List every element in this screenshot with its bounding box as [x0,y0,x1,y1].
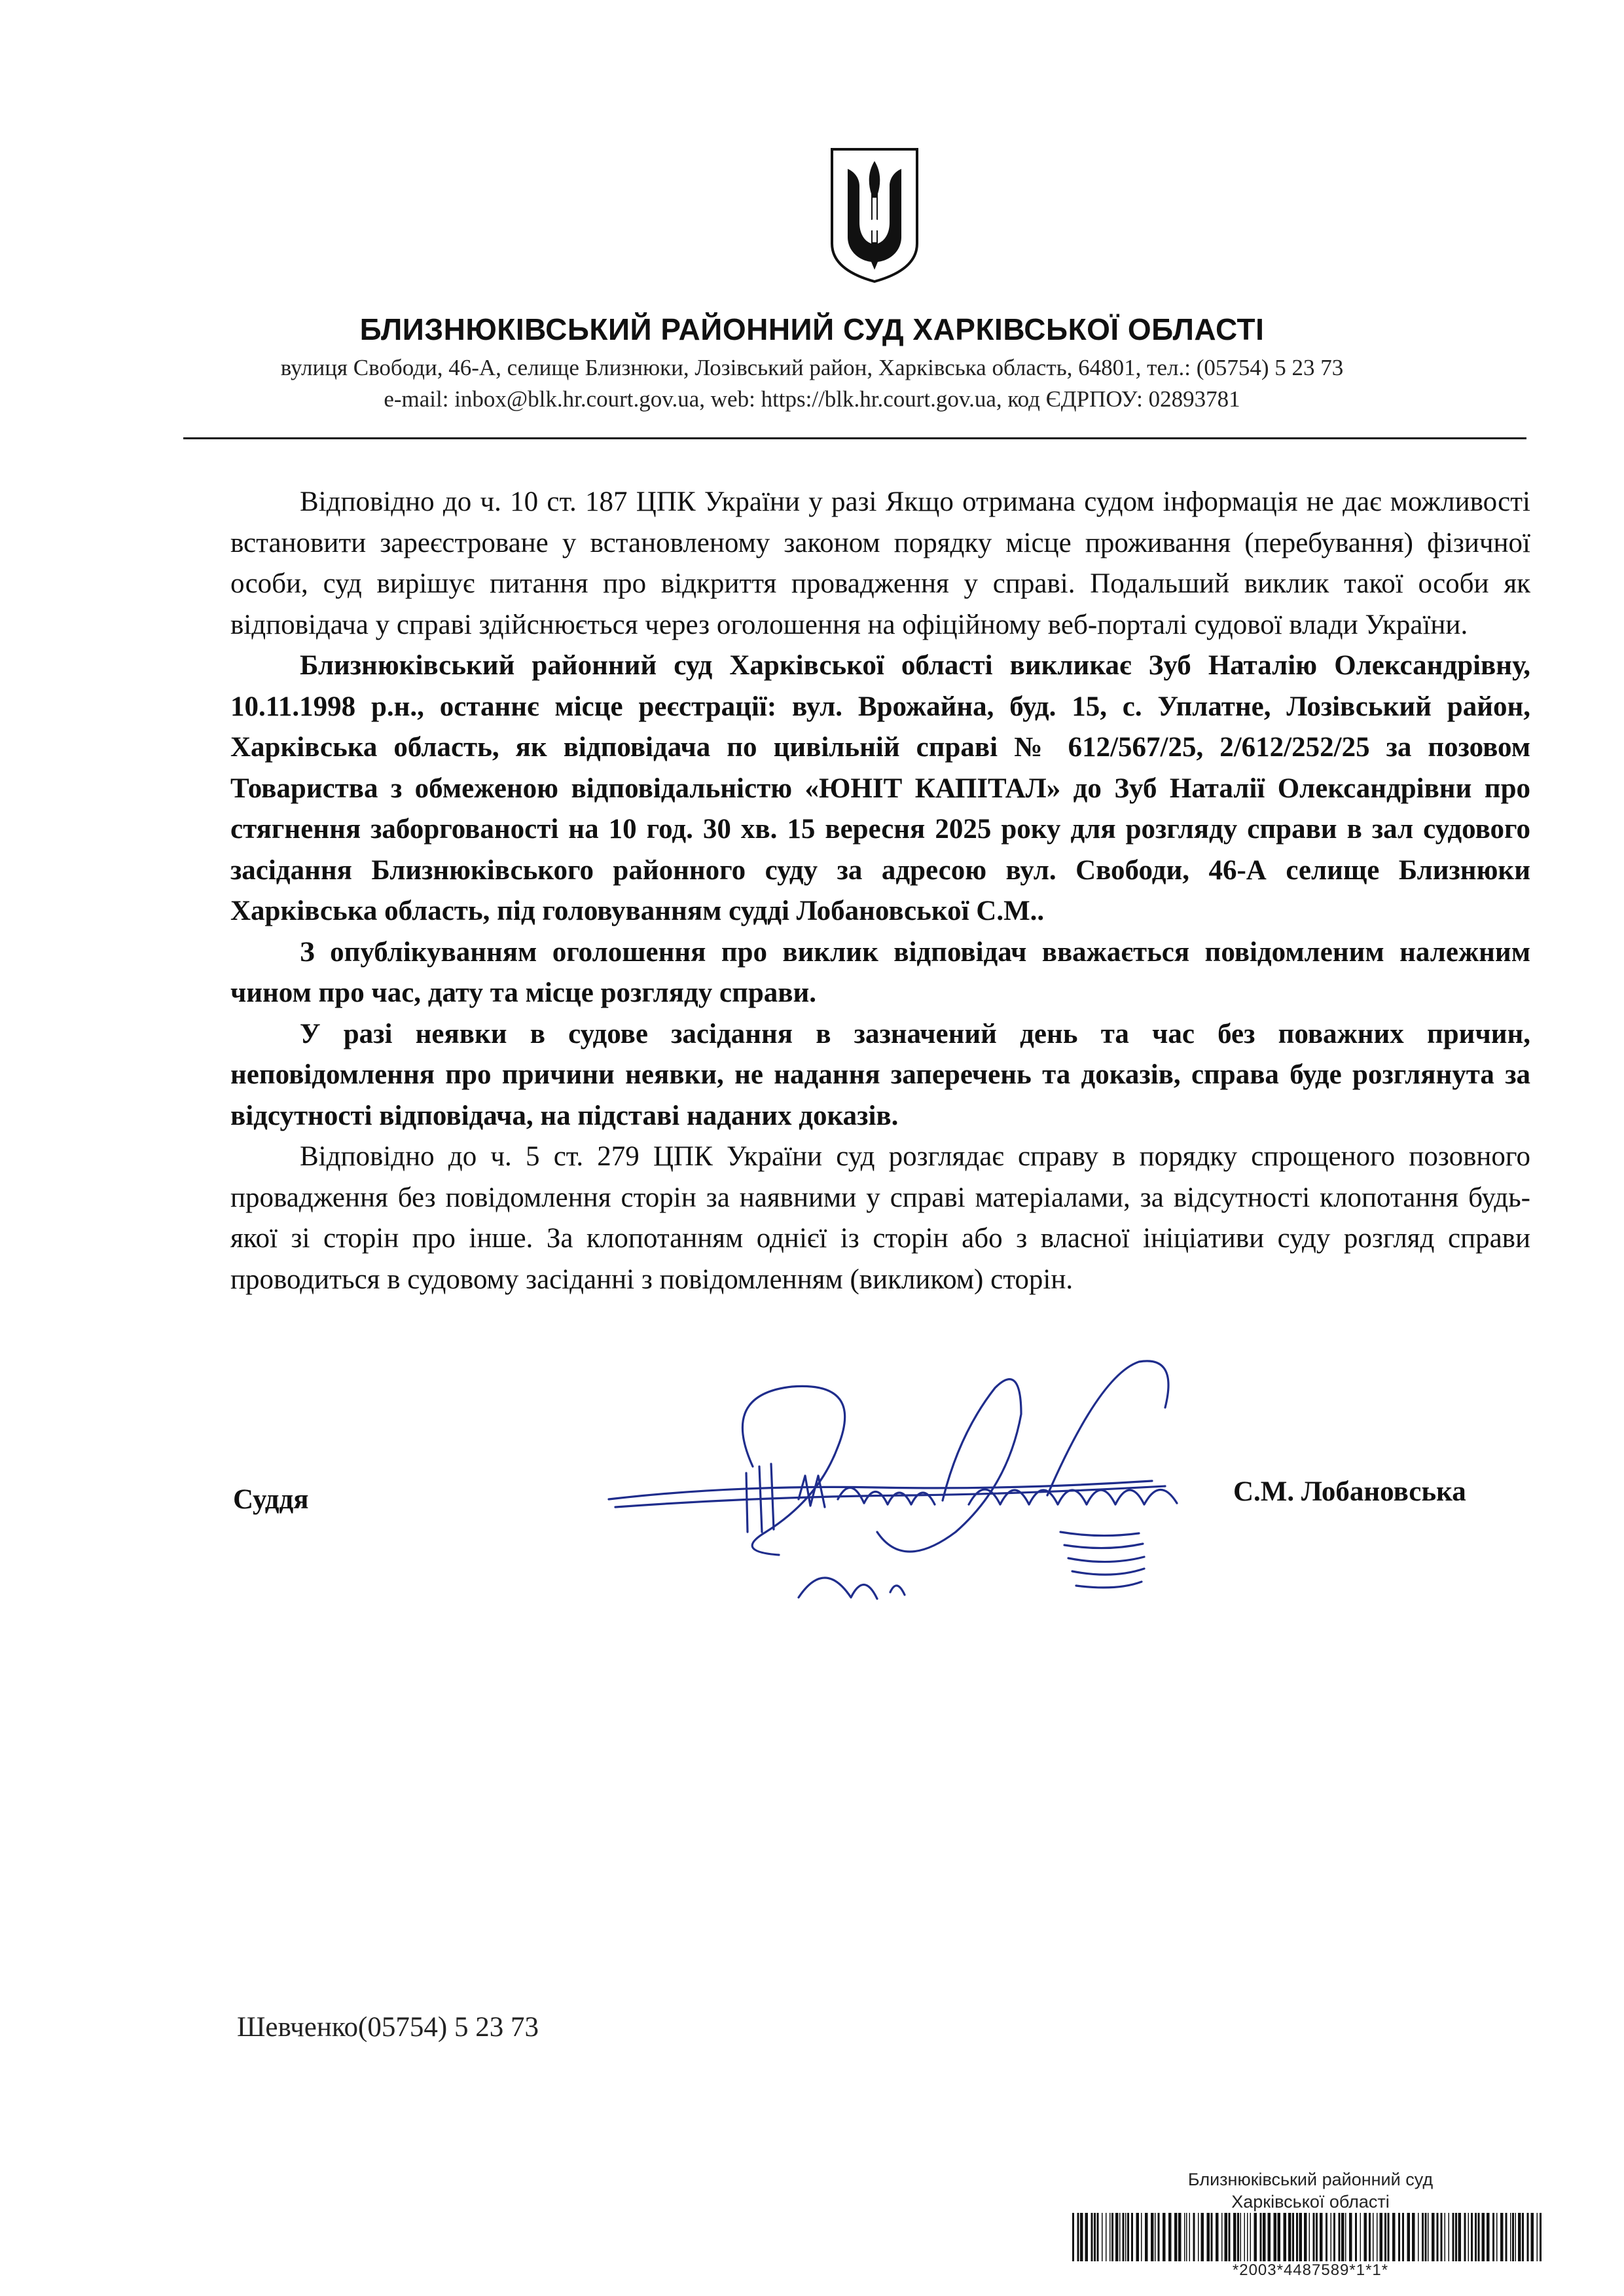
barcode-bar [1186,2213,1187,2261]
barcode-bar [1349,2213,1352,2261]
barcode-bar [1398,2213,1400,2261]
barcode-bar [1515,2213,1517,2261]
barcode-bar [1522,2213,1524,2261]
barcode-bar [1510,2213,1511,2261]
document-body [230,482,1530,1300]
barcode-bar [1168,2213,1172,2261]
barcode-bar [1158,2213,1160,2261]
barcode-bar [1506,2213,1507,2261]
barcode-bar [1464,2213,1466,2261]
barcode-bar [1453,2213,1454,2261]
judge-signature [602,1336,1244,1663]
executor-contact: Шевченко(05754) 5 23 73 [237,2012,539,2043]
barcode-bar [1201,2213,1204,2261]
barcode-bar [1468,2213,1470,2261]
barcode-bar [1131,2213,1133,2261]
tryzub-icon [828,145,921,285]
barcode-bar [1193,2213,1195,2261]
barcode-bar [1320,2213,1323,2261]
barcode-bar [1284,2213,1287,2261]
barcode-bar [1274,2213,1277,2261]
barcode-bar [1125,2213,1127,2261]
header-divider [183,437,1526,439]
barcode-bar [1392,2213,1396,2261]
barcode-bar [1441,2213,1443,2261]
barcode-bar [1531,2213,1534,2261]
barcode-bar [1418,2213,1419,2261]
barcode-bar [1432,2213,1435,2261]
paragraph-non-appearance: У разі неявки в судове засідання в зазначений день та час без поважних причин, неповідомлення про причини неявки, не надання заперечень та доказів, справа буде розглянута за відсутності відповідача, на підставі наданих доказів. [230,1018,1530,1131]
barcode-bar [1412,2213,1415,2261]
barcode-bar [1097,2213,1099,2261]
barcode-bar [1455,2213,1457,2261]
barcode-bar [1225,2213,1228,2261]
barcode-bar [1500,2213,1504,2261]
barcode-bar [1388,2213,1390,2261]
barcode-bar [1458,2213,1462,2261]
barcode-bar [1288,2213,1291,2261]
barcode-bar [1333,2213,1335,2261]
barcode-bar [1240,2213,1242,2261]
barcode-bar [1155,2213,1156,2261]
barcode-bar [1163,2213,1166,2261]
barcode-bar [1364,2213,1367,2261]
barcode-bar [1247,2213,1248,2261]
paragraph-notification: З опублікуванням оголошення про виклик відповідач вважається повідомленим належним чином про час, дату та місце розгляду справи. [230,936,1530,1008]
barcode-bar [1263,2213,1266,2261]
barcode-bar [1512,2213,1514,2261]
barcode-bar [1304,2213,1307,2261]
barcode-bar [1237,2213,1239,2261]
barcode-bar [1178,2213,1182,2261]
barcode-bar [1425,2213,1427,2261]
barcode-bar [1250,2213,1252,2261]
barcode-bar [1537,2213,1538,2261]
barcode-bar [1402,2213,1404,2261]
barcode-bar [1091,2213,1093,2261]
barcode-bar [1377,2213,1378,2261]
judge-title: Суддя [233,1484,309,1515]
court-contacts: e-mail: inbox@blk.hr.court.gov.ua, web: https://blk.hr.court.gov.ua, код ЄДРПОУ: 02893781 [384,386,1240,412]
barcode-bar [1119,2213,1121,2261]
barcode-bar [1221,2213,1223,2261]
barcode-bar [1445,2213,1446,2261]
barcode-bar [1127,2213,1129,2261]
barcode-bar [1198,2213,1199,2261]
registry-stamp-court [1075,2168,1546,2213]
barcode-bar [1339,2213,1341,2261]
barcode-bar [1296,2213,1298,2261]
barcode-bar [1341,2213,1344,2261]
barcode-bar [1345,2213,1346,2261]
barcode-bar [1233,2213,1236,2261]
barcode-bar [1229,2213,1231,2261]
barcode-bar [1482,2213,1485,2261]
barcode-bar [1184,2213,1185,2261]
barcode-bar [1141,2213,1142,2261]
barcode-bar [1278,2213,1281,2261]
barcode-bar [1244,2213,1246,2261]
barcode-bar [1316,2213,1318,2261]
barcode-bar [1106,2213,1107,2261]
barcode-bar [1292,2213,1294,2261]
barcode-code: *2003*4487589*1*1* [1232,2261,1389,2279]
barcode-bar [1123,2213,1125,2261]
barcode-bar [1115,2213,1119,2261]
barcode-bar [1326,2213,1327,2261]
barcode-bar [1174,2213,1178,2261]
barcode-bar [1428,2213,1429,2261]
barcode-bar [1331,2213,1332,2261]
paragraph-summons: Близнюківський районний суд Харківської області викликає Зуб Наталію Олександрівну, 10.11.1998 р.н., останнє місце реєстрації: вул. Врожайна, буд. 15, с. Уплатне, Лозівський район, Харківська область, як відповідача по цивільній справі № 612/567/25, 2/612/252/25 за позовом Товариства з обмеженою відповідальністю «ЮНІТ КАПІТАЛ» до Зуб Наталії Олександрівни про стягнення заборгованості на 10 год. 30 хв. 15 вересня 2025 року для розгляду справи в зал судового засідання Близнюківського районного суду за адресою вул. Свободи, 46-А селище Близнюки Харківська область, під головуванням судді Лобановської С.М.. [230,650,1530,926]
barcode-bar [1077,2213,1079,2261]
court-address: вулиця Свободи, 46-А, селище Близнюки, Лозівський район, Харківська область, 64801, тел.: (05754) 5 23 73 [280,355,1344,380]
barcode-bar [1369,2213,1371,2261]
barcode-bar [1085,2213,1089,2261]
registry-barcode [1070,2213,1547,2261]
registry-stamp-line-2: Харківської області [1231,2192,1390,2212]
barcode-bar [1475,2213,1477,2261]
barcode-bar [1518,2213,1521,2261]
barcode-bar [1540,2213,1542,2261]
barcode-bar [1268,2213,1271,2261]
barcode-bar [1145,2213,1148,2261]
barcode-bar [1260,2213,1262,2261]
barcode-bar [1094,2213,1096,2261]
judge-name: С.М. Лобановська [1233,1476,1466,1507]
paragraph-simplified-procedure: Відповідно до ч. 5 ст. 279 ЦПК України суд розглядає справу в порядку спрощеного позовного провадження без повідомлення сторін за наявними у справі матеріалами, за відсутності клопотання будь-якої зі сторін про інше. За клопотанням однієї із сторін або з власної ініціативи суду розгляд справи проводиться в судовому засіданні з повідомленням (викликом) сторін. [230,1141,1530,1295]
barcode-bar [1254,2213,1257,2261]
barcode-bar [1216,2213,1219,2261]
barcode-bar [1487,2213,1490,2261]
barcode-bar [1111,2213,1113,2261]
barcode-bar [1072,2213,1074,2261]
barcode-bar [1407,2213,1411,2261]
barcode-bar [1437,2213,1439,2261]
barcode-bar [1360,2213,1362,2261]
barcode-bar [1151,2213,1154,2261]
barcode-bar [1102,2213,1103,2261]
barcode-bar [1299,2213,1303,2261]
barcode-bar [1496,2213,1498,2261]
barcode-bar [1080,2213,1083,2261]
court-name: БЛИЗНЮКІВСЬКИЙ РАЙОННИЙ СУД ХАРКІВСЬКОЇ ОБЛАСТІ [359,312,1265,346]
barcode-bar [1211,2213,1213,2261]
barcode-bar [1492,2213,1494,2261]
paragraph-legal-basis: Відповідно до ч. 10 ст. 187 ЦПК України у разі Якщо отримана судом інформація не дає можливості встановити зареєстроване у встановленому законом порядку місце проживання (перебування) фізичної особи, суд вирішує питання про відкриття провадження у справі. Подальший виклик такої особи як відповідача у справі здійснюється через оголошення на офіційному веб-порталі судової влади України. [230,486,1530,640]
registry-stamp-line-1: Близнюківський районний суд [1187,2170,1434,2189]
barcode-bar [1471,2213,1473,2261]
barcode-bar [1449,2213,1450,2261]
barcode-bar [1384,2213,1386,2261]
barcode-bar [1189,2213,1191,2261]
barcode-bar [1380,2213,1383,2261]
barcode-bar [1422,2213,1424,2261]
barcode-bar [1207,2213,1210,2261]
barcode-bar [1309,2213,1310,2261]
barcode-bar [1527,2213,1529,2261]
barcode-bar [1478,2213,1480,2261]
barcode-bar [1136,2213,1140,2261]
barcode-bar [1313,2213,1315,2261]
barcode-bar [1355,2213,1357,2261]
barcode-bar [1373,2213,1374,2261]
barcode-bar [1110,2213,1111,2261]
